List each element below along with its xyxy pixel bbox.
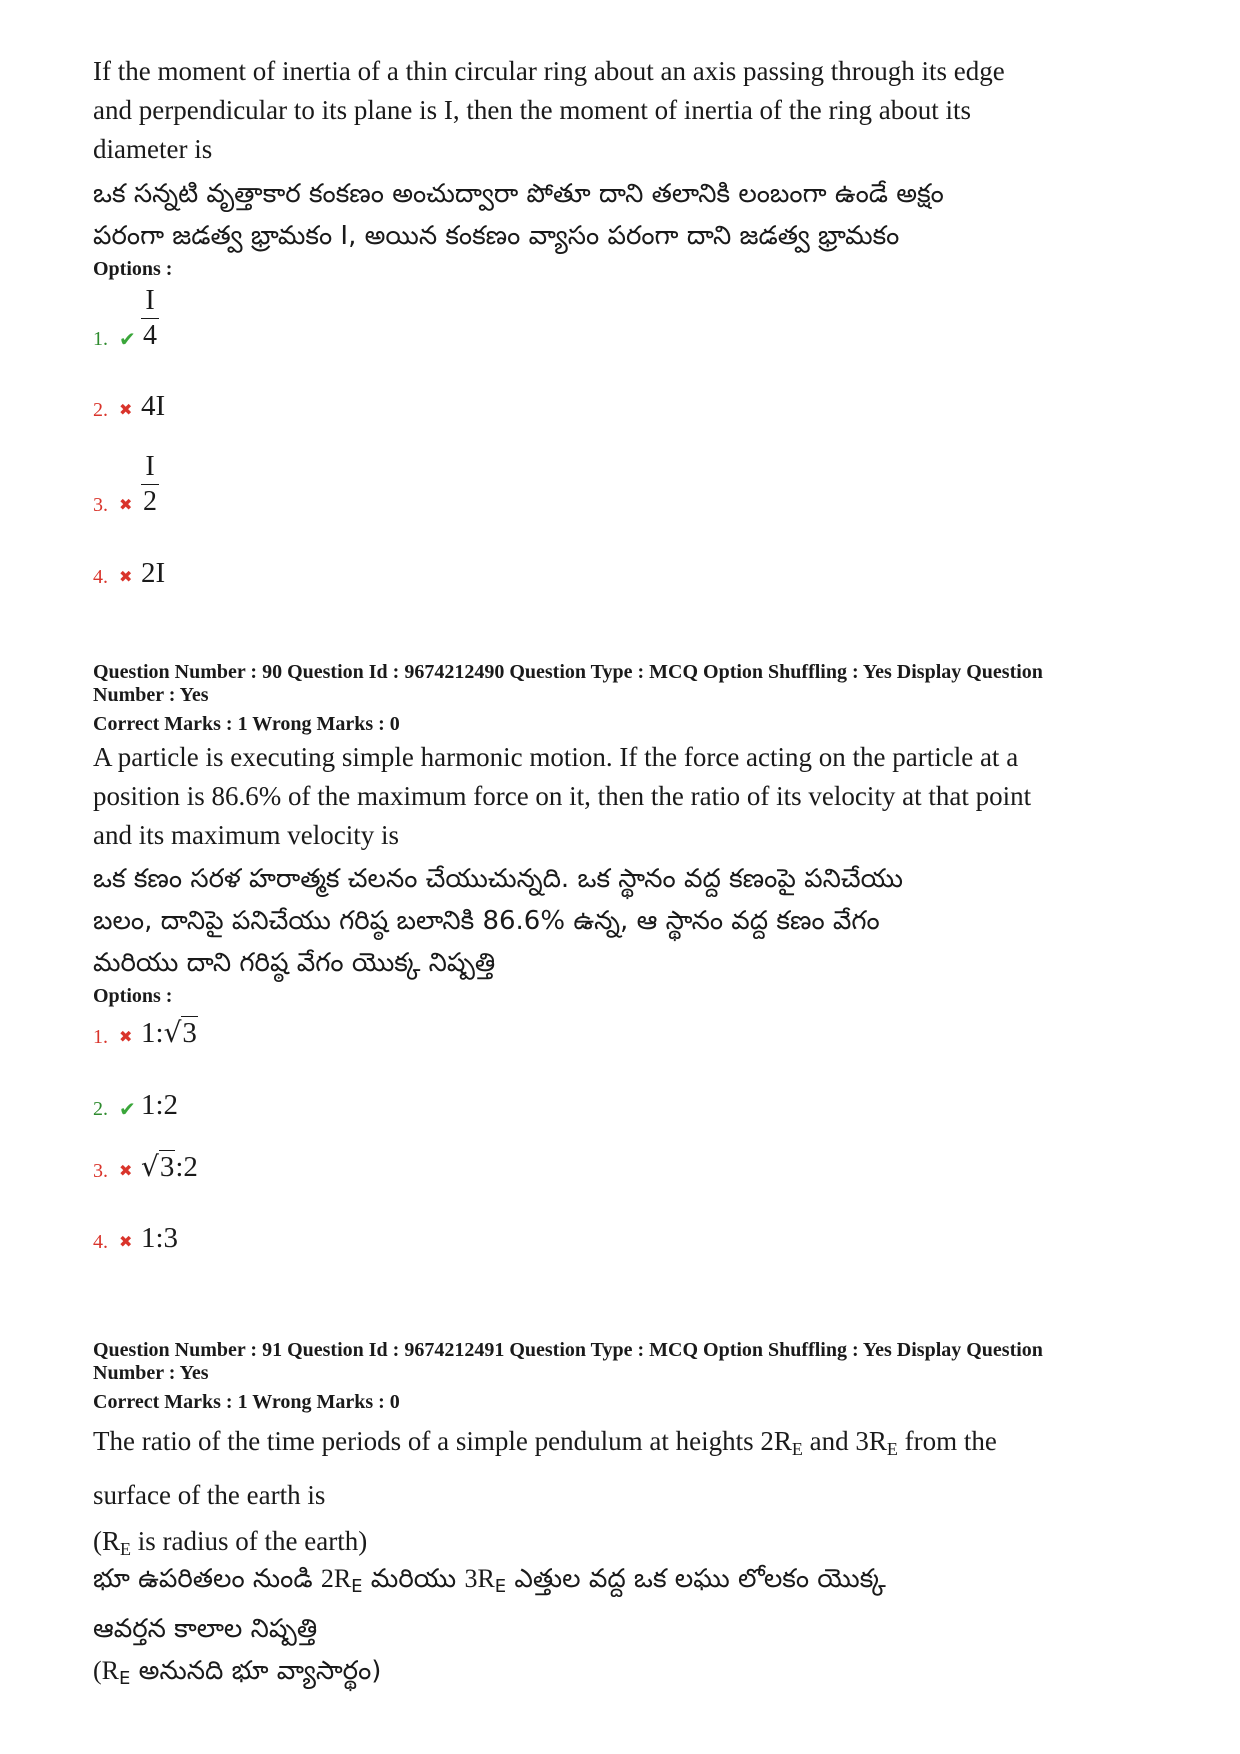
fraction — [141, 286, 159, 351]
height-1: 2R — [320, 1564, 352, 1593]
cross-icon: ✖ — [119, 1161, 133, 1180]
option-number: 3. — [93, 494, 108, 516]
option-value: 4I — [141, 390, 166, 422]
q91-telugu-text — [93, 1558, 1123, 1700]
option-value — [141, 1017, 198, 1049]
q90-option-4[interactable] — [93, 1222, 178, 1254]
cross-icon: ✖ — [119, 1232, 133, 1251]
q90-header-line-2: Number : Yes — [93, 684, 209, 706]
q89-option-3[interactable] — [93, 452, 159, 517]
text-segment: from the — [897, 1426, 997, 1456]
q90-english-text — [93, 738, 1123, 855]
subscript: E — [120, 1539, 132, 1559]
cross-icon: ✖ — [119, 495, 133, 514]
q90-header-line-1: Question Number : 90 Question Id : 9674212490 Question Type : MCQ Option Shuffling : Yes Display Question — [93, 661, 1043, 683]
q91-te-line-2: ఆవర్తన కాలాల నిష్పత్తి — [93, 1614, 318, 1644]
height-2: 3R — [855, 1426, 887, 1456]
q90-option-1[interactable] — [93, 1017, 198, 1049]
square-root — [164, 1017, 198, 1049]
radicand: 3 — [159, 1151, 175, 1183]
option-value: 1:3 — [141, 1222, 179, 1254]
subscript: E — [494, 1576, 507, 1597]
q91-en-line-1 — [93, 1418, 1123, 1472]
cross-icon: ✖ — [119, 400, 133, 419]
denominator: 4 — [143, 320, 157, 351]
height-2: 3R — [464, 1564, 495, 1593]
radical-sign: √ — [141, 1150, 159, 1183]
q90-option-3[interactable] — [93, 1151, 198, 1183]
option-number: 1. — [93, 328, 108, 350]
q89-option-4[interactable] — [93, 557, 165, 589]
radius-symbol: R — [101, 1656, 120, 1685]
q90-te-line-2: బలం, దానిపై పనిచేయు గరిష్ఠ బలానికి 86.6% ఉన్న, ఆ స్థానం వద్ద కణం వేగం — [93, 906, 880, 936]
q89-option-2[interactable] — [93, 390, 165, 422]
q91-header — [93, 1339, 1123, 1414]
q89-option-1[interactable] — [93, 286, 159, 351]
q89-en-line-2: and perpendicular to its plane is I, then the moment of inertia of the ring about its — [93, 95, 972, 125]
q89-te-line-1: ఒక సన్నటి వృత్తాకార కంకణం అంచుద్వారా పోతూ దాని తలానికి లంబంగా ఉండే అక్షం — [93, 179, 944, 209]
text-segment: ( — [93, 1526, 102, 1556]
text-segment: ఎత్తుల వద్ద ఒక లఘు లోలకం యొక్క — [506, 1564, 886, 1594]
q91-marks: Correct Marks : 1 Wrong Marks : 0 — [93, 1391, 400, 1413]
q91-te-line-3 — [93, 1650, 1123, 1700]
text-segment: అనునది భూ వ్యాసార్థం) — [130, 1656, 382, 1686]
text-segment: భూ ఉపరితలం నుండి — [93, 1564, 321, 1594]
q90-options-label: Options : — [93, 985, 173, 1007]
option-number: 4. — [93, 1231, 108, 1253]
option-number: 2. — [93, 1098, 108, 1120]
subscript: E — [119, 1668, 131, 1689]
radius-symbol: R — [102, 1526, 121, 1556]
q90-option-2[interactable] — [93, 1089, 178, 1121]
q89-te-line-2: పరంగా జడత్వ భ్రామకం I, అయిన కంకణం వ్యాసం పరంగా దాని జడత్వ భ్రామకం — [93, 221, 900, 251]
option-value: 2I — [141, 557, 166, 589]
option-number: 2. — [93, 399, 108, 421]
subscript: E — [351, 1576, 363, 1597]
subscript: E — [886, 1439, 898, 1459]
q90-telugu-text — [93, 858, 1123, 984]
subscript: E — [791, 1439, 803, 1459]
option-number: 3. — [93, 1160, 108, 1182]
check-icon: ✔ — [119, 327, 136, 351]
q90-te-line-3: మరియు దాని గరిష్ఠ వేగం యొక్క నిష్పత్తి — [93, 948, 496, 978]
denominator: 2 — [143, 486, 157, 517]
option-number: 4. — [93, 566, 108, 588]
numerator: I — [145, 285, 155, 316]
radical-sign: √ — [163, 1016, 182, 1049]
radicand: 3 — [182, 1017, 197, 1049]
check-icon: ✔ — [119, 1097, 136, 1121]
square-root — [141, 1151, 175, 1183]
q89-options-label: Options : — [93, 258, 173, 280]
q90-header — [93, 661, 1123, 736]
option-value — [141, 1151, 198, 1183]
q90-te-line-1: ఒక కణం సరళ హరాత్మక చలనం చేయుచున్నది. ఒక స్థానం వద్ద కణంపై పనిచేయు — [93, 864, 904, 894]
text-segment: and — [802, 1426, 856, 1456]
q90-en-line-3: and its maximum velocity is — [93, 820, 399, 850]
ratio-left: 1: — [141, 1017, 164, 1049]
q91-en-line-2: surface of the earth is — [93, 1480, 326, 1510]
fraction-bar — [141, 484, 159, 485]
q91-header-line-2: Number : Yes — [93, 1362, 209, 1384]
q90-en-line-1: A particle is executing simple harmonic motion. If the force acting on the particle at a — [93, 742, 1019, 772]
q89-en-line-3: diameter is — [93, 134, 213, 164]
q89-english-text — [93, 52, 1123, 169]
text-segment: మరియు — [362, 1564, 465, 1594]
height-1: 2R — [760, 1426, 792, 1456]
option-value: 1:2 — [141, 1089, 179, 1121]
q91-english-text — [93, 1418, 1123, 1572]
fraction-bar — [141, 318, 159, 319]
q89-telugu-text — [93, 173, 1123, 257]
numerator: I — [145, 451, 155, 482]
text-segment: ( — [93, 1656, 102, 1685]
q89-en-line-1: If the moment of inertia of a thin circular ring about an axis passing through its edge — [93, 56, 1005, 86]
option-number: 1. — [93, 1026, 108, 1048]
ratio-right: :2 — [175, 1151, 198, 1183]
cross-icon: ✖ — [119, 1027, 133, 1046]
text-segment: is radius of the earth) — [131, 1526, 368, 1556]
q91-te-line-1 — [93, 1558, 1123, 1608]
cross-icon: ✖ — [119, 567, 133, 586]
q90-en-line-2: position is 86.6% of the maximum force on it, then the ratio of its velocity at that point — [93, 781, 1032, 811]
fraction — [141, 452, 159, 517]
text-segment: The ratio of the time periods of a simple pendulum at heights — [93, 1426, 761, 1456]
q91-header-line-1: Question Number : 91 Question Id : 9674212491 Question Type : MCQ Option Shuffling : Yes Display Question — [93, 1339, 1043, 1361]
q90-marks: Correct Marks : 1 Wrong Marks : 0 — [93, 713, 400, 735]
